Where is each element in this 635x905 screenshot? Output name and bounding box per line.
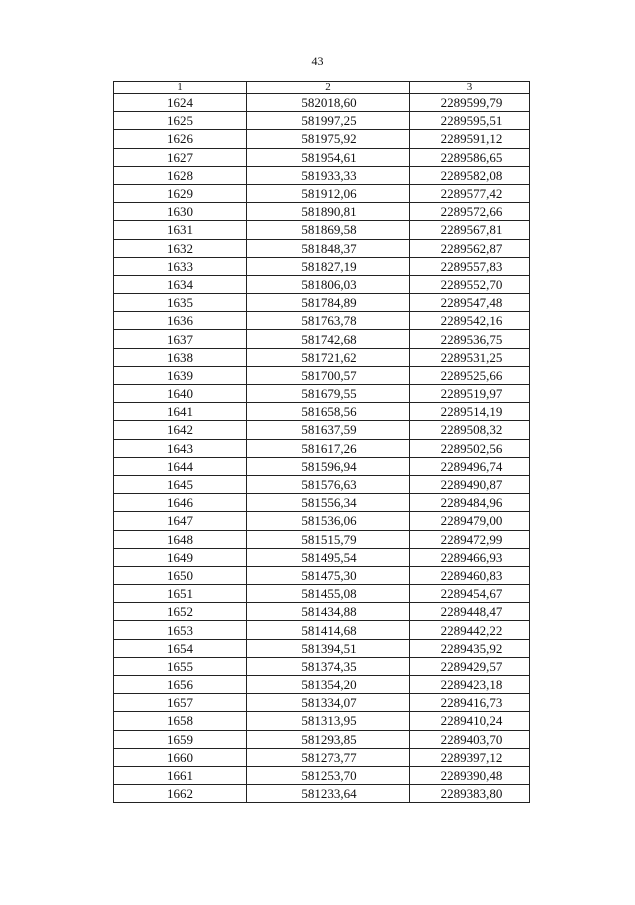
cell-y-coordinate: 2289525,66 — [410, 366, 530, 384]
column-header-point-number: 1 — [114, 82, 247, 94]
cell-point-number: 1626 — [114, 130, 247, 148]
cell-x-coordinate: 581763,78 — [247, 312, 410, 330]
cell-y-coordinate: 2289383,80 — [410, 785, 530, 803]
cell-point-number: 1651 — [114, 585, 247, 603]
cell-point-number: 1656 — [114, 676, 247, 694]
cell-y-coordinate: 2289531,25 — [410, 348, 530, 366]
cell-y-coordinate: 2289557,83 — [410, 257, 530, 275]
cell-point-number: 1649 — [114, 548, 247, 566]
cell-point-number: 1660 — [114, 748, 247, 766]
cell-y-coordinate: 2289572,66 — [410, 203, 530, 221]
table-row — [114, 439, 530, 457]
cell-point-number: 1632 — [114, 239, 247, 257]
cell-x-coordinate: 582018,60 — [247, 94, 410, 112]
cell-y-coordinate: 2289397,12 — [410, 748, 530, 766]
cell-x-coordinate: 581806,03 — [247, 275, 410, 293]
cell-y-coordinate: 2289484,96 — [410, 494, 530, 512]
cell-x-coordinate: 581515,79 — [247, 530, 410, 548]
cell-x-coordinate: 581334,07 — [247, 694, 410, 712]
cell-x-coordinate: 581455,08 — [247, 585, 410, 603]
table-row — [114, 184, 530, 202]
cell-x-coordinate: 581253,70 — [247, 766, 410, 784]
cell-x-coordinate: 581556,34 — [247, 494, 410, 512]
cell-y-coordinate: 2289519,97 — [410, 385, 530, 403]
cell-y-coordinate: 2289454,67 — [410, 585, 530, 603]
table-row — [114, 712, 530, 730]
cell-point-number: 1635 — [114, 294, 247, 312]
cell-x-coordinate: 581700,57 — [247, 366, 410, 384]
table-row — [114, 730, 530, 748]
table-row — [114, 548, 530, 566]
cell-x-coordinate: 581273,77 — [247, 748, 410, 766]
cell-y-coordinate: 2289567,81 — [410, 221, 530, 239]
table-row — [114, 421, 530, 439]
cell-y-coordinate: 2289416,73 — [410, 694, 530, 712]
table-row — [114, 566, 530, 584]
cell-x-coordinate: 581679,55 — [247, 385, 410, 403]
cell-x-coordinate: 581233,64 — [247, 785, 410, 803]
table-row — [114, 203, 530, 221]
cell-y-coordinate: 2289410,24 — [410, 712, 530, 730]
table-row — [114, 639, 530, 657]
cell-y-coordinate: 2289442,22 — [410, 621, 530, 639]
cell-point-number: 1647 — [114, 512, 247, 530]
cell-point-number: 1624 — [114, 94, 247, 112]
cell-point-number: 1652 — [114, 603, 247, 621]
cell-y-coordinate: 2289591,12 — [410, 130, 530, 148]
cell-y-coordinate: 2289496,74 — [410, 457, 530, 475]
table-row — [114, 112, 530, 130]
cell-x-coordinate: 581293,85 — [247, 730, 410, 748]
cell-point-number: 1636 — [114, 312, 247, 330]
table-row — [114, 312, 530, 330]
table-row — [114, 275, 530, 293]
cell-y-coordinate: 2289542,16 — [410, 312, 530, 330]
table-row — [114, 257, 530, 275]
cell-point-number: 1658 — [114, 712, 247, 730]
cell-y-coordinate: 2289502,56 — [410, 439, 530, 457]
cell-point-number: 1650 — [114, 566, 247, 584]
table-row — [114, 603, 530, 621]
cell-y-coordinate: 2289577,42 — [410, 184, 530, 202]
table-row — [114, 166, 530, 184]
table-row — [114, 130, 530, 148]
cell-y-coordinate: 2289536,75 — [410, 330, 530, 348]
cell-x-coordinate: 581954,61 — [247, 148, 410, 166]
cell-x-coordinate: 581827,19 — [247, 257, 410, 275]
cell-y-coordinate: 2289472,99 — [410, 530, 530, 548]
cell-x-coordinate: 581536,06 — [247, 512, 410, 530]
cell-point-number: 1653 — [114, 621, 247, 639]
table-row — [114, 748, 530, 766]
table-row — [114, 457, 530, 475]
cell-point-number: 1646 — [114, 494, 247, 512]
cell-y-coordinate: 2289403,70 — [410, 730, 530, 748]
table-row — [114, 366, 530, 384]
cell-y-coordinate: 2289562,87 — [410, 239, 530, 257]
page-number: 43 — [311, 54, 324, 68]
cell-x-coordinate: 581354,20 — [247, 676, 410, 694]
cell-x-coordinate: 581495,54 — [247, 548, 410, 566]
cell-y-coordinate: 2289460,83 — [410, 566, 530, 584]
cell-y-coordinate: 2289599,79 — [410, 94, 530, 112]
cell-y-coordinate: 2289508,32 — [410, 421, 530, 439]
table-row — [114, 676, 530, 694]
cell-y-coordinate: 2289547,48 — [410, 294, 530, 312]
cell-x-coordinate: 581848,37 — [247, 239, 410, 257]
cell-x-coordinate: 581912,06 — [247, 184, 410, 202]
cell-x-coordinate: 581997,25 — [247, 112, 410, 130]
column-header-x-coordinate: 2 — [247, 82, 410, 94]
cell-point-number: 1625 — [114, 112, 247, 130]
cell-x-coordinate: 581374,35 — [247, 657, 410, 675]
table-row — [114, 494, 530, 512]
table-row — [114, 475, 530, 493]
table-row — [114, 221, 530, 239]
cell-point-number: 1630 — [114, 203, 247, 221]
cell-y-coordinate: 2289586,65 — [410, 148, 530, 166]
cell-point-number: 1662 — [114, 785, 247, 803]
cell-point-number: 1631 — [114, 221, 247, 239]
cell-x-coordinate: 581475,30 — [247, 566, 410, 584]
cell-y-coordinate: 2289423,18 — [410, 676, 530, 694]
coordinates-table — [113, 81, 530, 803]
cell-y-coordinate: 2289448,47 — [410, 603, 530, 621]
cell-point-number: 1633 — [114, 257, 247, 275]
cell-point-number: 1648 — [114, 530, 247, 548]
table-row — [114, 94, 530, 112]
table-row — [114, 348, 530, 366]
table-row — [114, 239, 530, 257]
cell-point-number: 1640 — [114, 385, 247, 403]
cell-point-number: 1643 — [114, 439, 247, 457]
table-row — [114, 294, 530, 312]
column-header-y-coordinate: 3 — [410, 82, 530, 94]
cell-y-coordinate: 2289490,87 — [410, 475, 530, 493]
cell-point-number: 1634 — [114, 275, 247, 293]
cell-point-number: 1657 — [114, 694, 247, 712]
table-row — [114, 657, 530, 675]
cell-x-coordinate: 581869,58 — [247, 221, 410, 239]
header-row — [114, 82, 530, 94]
cell-x-coordinate: 581658,56 — [247, 403, 410, 421]
table-row — [114, 512, 530, 530]
cell-x-coordinate: 581975,92 — [247, 130, 410, 148]
table-row — [114, 621, 530, 639]
cell-x-coordinate: 581742,68 — [247, 330, 410, 348]
table-row — [114, 148, 530, 166]
cell-y-coordinate: 2289390,48 — [410, 766, 530, 784]
cell-point-number: 1645 — [114, 475, 247, 493]
cell-point-number: 1659 — [114, 730, 247, 748]
cell-x-coordinate: 581890,81 — [247, 203, 410, 221]
cell-x-coordinate: 581784,89 — [247, 294, 410, 312]
table-row — [114, 785, 530, 803]
table-header — [114, 82, 530, 94]
cell-point-number: 1627 — [114, 148, 247, 166]
cell-y-coordinate: 2289552,70 — [410, 275, 530, 293]
table-row — [114, 694, 530, 712]
cell-point-number: 1642 — [114, 421, 247, 439]
cell-y-coordinate: 2289429,57 — [410, 657, 530, 675]
cell-point-number: 1629 — [114, 184, 247, 202]
cell-x-coordinate: 581596,94 — [247, 457, 410, 475]
cell-y-coordinate: 2289435,92 — [410, 639, 530, 657]
cell-point-number: 1654 — [114, 639, 247, 657]
cell-y-coordinate: 2289514,19 — [410, 403, 530, 421]
cell-x-coordinate: 581576,63 — [247, 475, 410, 493]
cell-x-coordinate: 581617,26 — [247, 439, 410, 457]
cell-x-coordinate: 581394,51 — [247, 639, 410, 657]
table-body — [114, 94, 530, 803]
cell-x-coordinate: 581434,88 — [247, 603, 410, 621]
table-row — [114, 403, 530, 421]
table-row — [114, 330, 530, 348]
cell-point-number: 1638 — [114, 348, 247, 366]
cell-x-coordinate: 581313,95 — [247, 712, 410, 730]
cell-point-number: 1637 — [114, 330, 247, 348]
cell-x-coordinate: 581933,33 — [247, 166, 410, 184]
cell-point-number: 1655 — [114, 657, 247, 675]
cell-y-coordinate: 2289595,51 — [410, 112, 530, 130]
cell-point-number: 1644 — [114, 457, 247, 475]
cell-y-coordinate: 2289479,00 — [410, 512, 530, 530]
cell-point-number: 1641 — [114, 403, 247, 421]
cell-y-coordinate: 2289466,93 — [410, 548, 530, 566]
table-row — [114, 766, 530, 784]
table-row — [114, 585, 530, 603]
table-row — [114, 530, 530, 548]
cell-point-number: 1639 — [114, 366, 247, 384]
cell-x-coordinate: 581721,62 — [247, 348, 410, 366]
cell-y-coordinate: 2289582,08 — [410, 166, 530, 184]
table-row — [114, 385, 530, 403]
cell-x-coordinate: 581414,68 — [247, 621, 410, 639]
cell-point-number: 1628 — [114, 166, 247, 184]
cell-x-coordinate: 581637,59 — [247, 421, 410, 439]
cell-point-number: 1661 — [114, 766, 247, 784]
